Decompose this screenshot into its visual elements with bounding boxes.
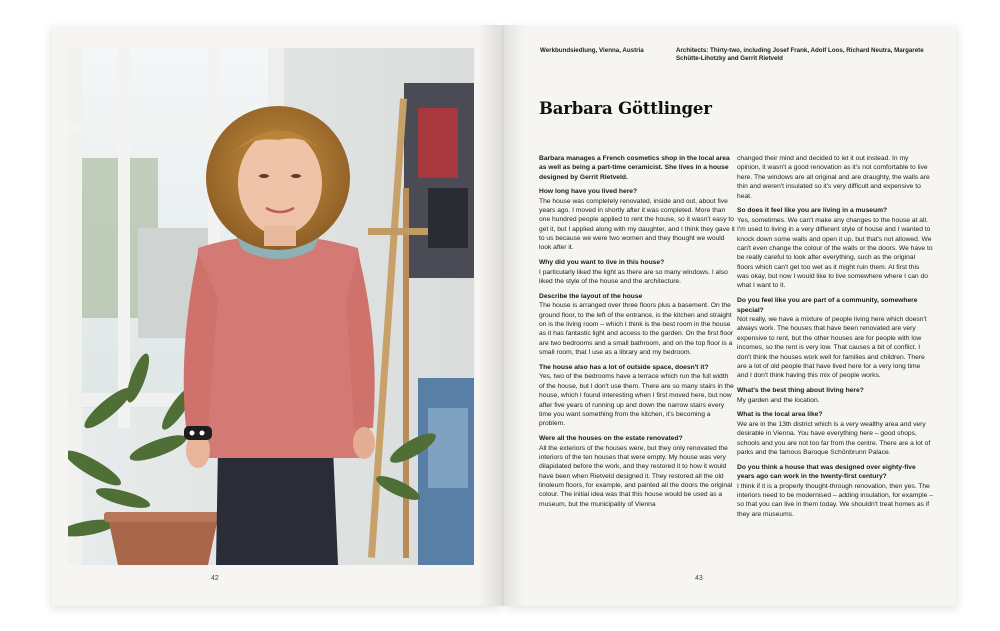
answer: Yes, sometimes. We can't make any changes to the house at all. I'm used to living in a very different style of house and I wanted to knock down some walls and open it up, but that's not allowed. We can't even change the colour of the walls or the doors. We have to be really careful to look after everything, such as the original floors which can't get too wet as it might ruin them. At first this was okay, but now I would like to live somewhere where I can do what I want to it.	[737, 216, 933, 290]
question: Were all the houses on the estate renovated?	[539, 435, 683, 443]
article-title: Barbara Göttlinger	[539, 99, 712, 118]
answer: The house was completely renovated, inside and out, about five years ago. I moved in shortly after it was completed. More than one hundred people applied to rent the house, so it wasn't easy to get it, but I applied along with my daughter, and I think they gave it to us because we were two women and they thought we would look after it.	[539, 197, 735, 252]
qa-block	[737, 154, 933, 201]
answer: Yes, two of the bedrooms have a terrace which run the full width of the house, but I don't use them. There are so many stairs in the house, which I found interesting when I first moved here, but now after five years of running up and down the narrow stairs every time you want something from the kitchen, it's becoming a problem.	[539, 373, 734, 428]
qa-block	[737, 296, 933, 380]
question: Do you feel like you are part of a community, somewhere special?	[737, 297, 918, 314]
answer: I think if it is a properly thought-through renovation, then yes. The interiors need to be modernised – adding insulation, for example – so that you can live in them today. We shouldn't treat homes as if they are museums.	[737, 482, 933, 518]
qa-block	[737, 410, 933, 457]
right-page	[504, 25, 956, 606]
qa-block	[737, 386, 933, 405]
page-number-left: 42	[211, 575, 219, 582]
question: So does it feel like you are living in a museum?	[737, 207, 888, 215]
magazine-spread	[52, 25, 956, 606]
question: How long have you lived here?	[539, 188, 638, 196]
question: Do you think a house that was designed over eighty-five years ago can work in the twenty-first century?	[737, 463, 916, 481]
qa-block	[539, 292, 735, 358]
question: Why did you want to live in this house?	[539, 259, 665, 267]
question: Describe the layout of the house	[539, 292, 643, 300]
question: The house also has a lot of outside space, doesn't it?	[539, 364, 709, 371]
text-column-2	[737, 154, 933, 525]
answer: The house is arranged over three floors plus a basement. On the ground floor, to the left of the entrance, is the kitchen and straight on is the living room – which I think is the best room in the house as it has fantastic light and access to the garden. On the first floor are two bedrooms and a small bathroom, and on the top floor is a small room, that I use as a library and my bedroom.	[539, 302, 734, 357]
text-column-1	[539, 154, 735, 515]
answer: Not really, we have a mixture of people living here which doesn't always work. The houses that have been renovated are very expensive to rent, but the other houses are for people with low incomes, so the rent is very low. That causes a bit of conflict. I don't think the houses work well for families and children. There are a lot of old people that have lived here for a very long time and I don't think having this mix of people works.	[737, 316, 927, 380]
intro-paragraph: Barbara manages a French cosmetics shop in the local area as well as being a part-time ceramicist. She lives in a house designed by Gerrit Rietveld.	[539, 155, 730, 181]
qa-block	[539, 434, 735, 509]
gutter-shadow-left	[478, 25, 504, 606]
answer: changed their mind and decided to let it out instead. In my opinion, it wasn't a good renovation as it's not comfortable to live here. The windows are all original and are draughty, the walls are thin and weren't insulated so it's very difficult and expensive to heat.	[737, 155, 930, 200]
portrait-photo	[68, 48, 474, 565]
qa-block	[539, 363, 735, 429]
qa-block	[737, 463, 933, 519]
left-page	[52, 25, 504, 606]
architects-header: Architects: Thirty-two, including Josef Frank, Adolf Loos, Richard Neutra, Margarete Schütte-Lihotzky and Gerrit Rietveld	[676, 47, 924, 63]
question: What's the best thing about living here?	[737, 387, 864, 395]
location-header: Werkbundsiedlung, Vienna, Austria	[540, 47, 644, 54]
answer: All the exteriors of the houses were, but they only renovated the interiors of the ten houses that were empty. My house was very dilapidated before the work, and they restored it to how it would have been when Rietveld designed it. They restored all the old linoleum floors, for example, and painted all the doors the original colour. The initial idea was that this house would be used as a museum, but the municipality of Vienna	[539, 444, 733, 508]
question: What is the local area like?	[737, 411, 823, 419]
answer: I particularly liked the light as there are so many windows. I also liked the style of the house and the architecture.	[539, 268, 728, 285]
qa-block	[539, 187, 735, 253]
qa-block	[539, 258, 735, 286]
qa-block	[737, 206, 933, 290]
gutter-shadow-right	[504, 25, 524, 606]
answer: My garden and the location.	[737, 396, 820, 404]
page-number-right: 43	[695, 575, 703, 582]
answer: We are in the 13th district which is a very wealthy area and very desirable in Vienna. You have everything here – good shops, schools and you are not too far from the centre. There are a lot of parks and the famous Baroque Schönbrunn Palace.	[737, 420, 931, 456]
